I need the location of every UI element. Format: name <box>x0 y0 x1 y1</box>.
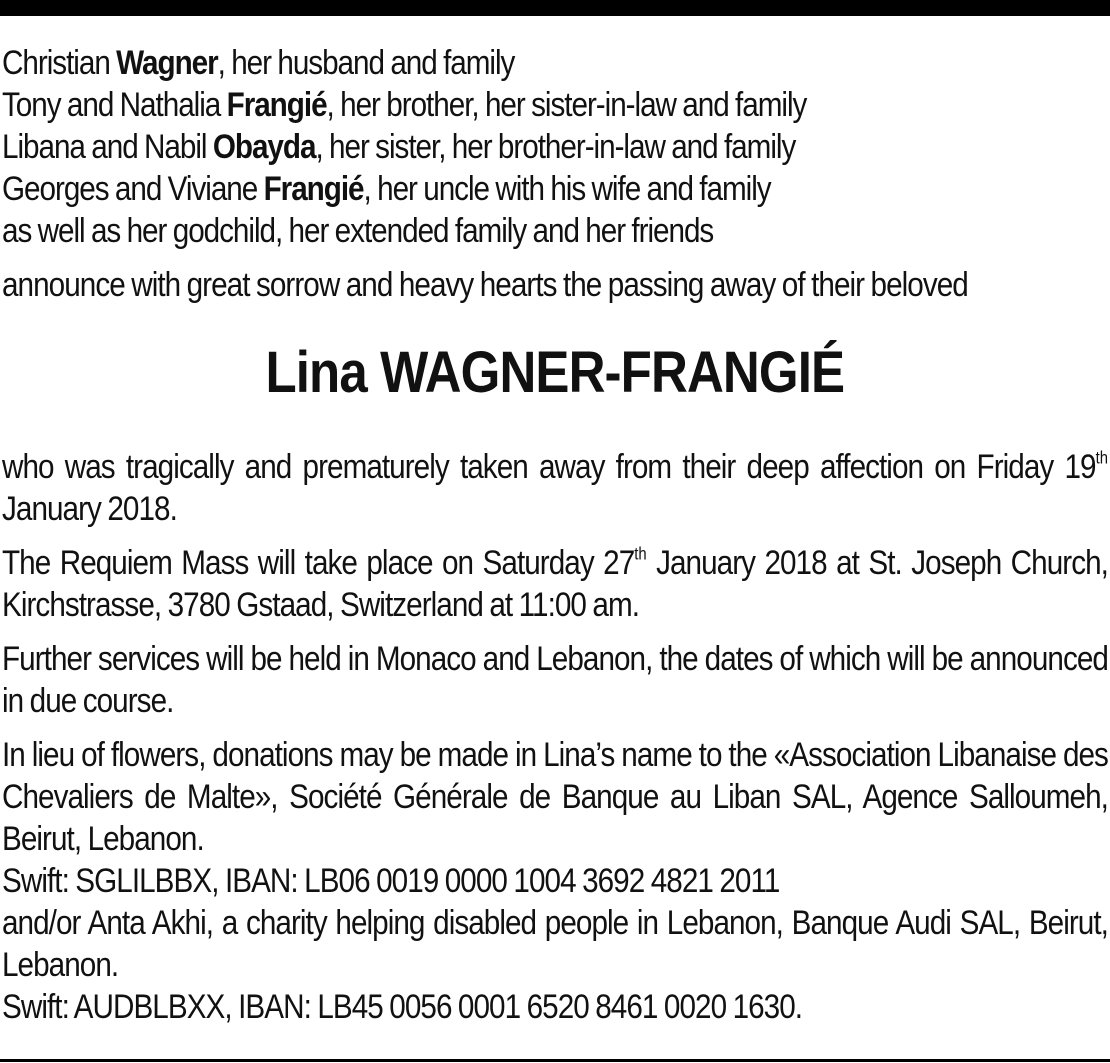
passing-wrap <box>2 446 1108 530</box>
family-line-prefix: Georges and Viviane <box>2 170 264 208</box>
family-surname: Frangié <box>226 86 327 124</box>
family-line <box>2 42 953 84</box>
date-ordinal: th <box>634 543 647 564</box>
family-surname: Wagner <box>116 44 218 82</box>
mass-text-main: The Requiem Mass will take place on Saturday 27 <box>2 544 635 582</box>
donations-intro: In lieu of flowers, donations may be made in Lina’s name to the «Association Libanaise des Chevaliers de Malte», Société Générale de Banque au Liban SAL, Agence Salloumeh, Beirut, Lebanon. <box>2 736 1108 858</box>
mass-text <box>2 542 1108 626</box>
deceased-name-wrap <box>2 338 1108 408</box>
donations-swift-iban-2: Swift: AUDBLBXX, IBAN: LB45 0056 0001 6520 8461 0020 1630. <box>2 988 803 1026</box>
passing-text-date: January 2018. <box>2 490 177 528</box>
donations-charity: and/or Anta Akhi, a charity helping disabled people in Lebanon, Banque Audi SAL, Beirut, Lebanon. <box>2 904 1108 984</box>
family-surname: Obayda <box>212 128 316 166</box>
family-line-suffix: , her brother, her sister-in-law and family <box>326 86 807 124</box>
bottom-rule <box>0 1059 1110 1062</box>
family-line <box>2 126 953 168</box>
family-line-prefix: as well as her godchild, her extended family and her friends <box>2 212 714 250</box>
mass-text-details: January 2018 at St. Joseph Church, Kirchstrasse, 3780 Gstaad, Switzerland at 11:00 am. <box>2 544 1108 624</box>
family-surname: Frangié <box>263 170 364 208</box>
deceased-name: Lina WAGNER-FRANGIÉ <box>265 340 845 405</box>
announcement-text: announce with great sorrow and heavy hearts the passing away of their beloved <box>2 266 968 304</box>
family-line <box>2 168 953 210</box>
family-list <box>2 42 1108 252</box>
family-line-prefix: Libana and Nabil <box>2 128 213 166</box>
further-services-text: Further services will be held in Monaco and Lebanon, the dates of which will be announced in due course. <box>2 640 1108 720</box>
family-line-suffix: , her uncle with his wife and family <box>363 170 771 208</box>
obituary-notice <box>2 42 1108 1028</box>
family-line <box>2 210 953 252</box>
passing-text <box>2 446 1108 530</box>
family-line <box>2 84 953 126</box>
donations-swift-iban-1: Swift: SGLILBBX, IBAN: LB06 0019 0000 1004 3692 4821 2011 <box>2 862 780 900</box>
passing-text-main: who was tragically and prematurely taken away from their deep affection on Friday 19 <box>2 448 1096 486</box>
donations-wrap <box>2 734 1108 1028</box>
top-rule <box>0 0 1110 16</box>
announcement-wrap <box>2 264 1108 306</box>
mass-wrap <box>2 542 1108 626</box>
family-line-suffix: , her sister, her brother-in-law and family <box>315 128 796 166</box>
family-line-prefix: Christian <box>2 44 117 82</box>
further-services-wrap <box>2 638 1108 722</box>
date-ordinal: th <box>1095 447 1108 468</box>
family-line-suffix: , her husband and family <box>217 44 515 82</box>
family-line-prefix: Tony and Nathalia <box>2 86 227 124</box>
